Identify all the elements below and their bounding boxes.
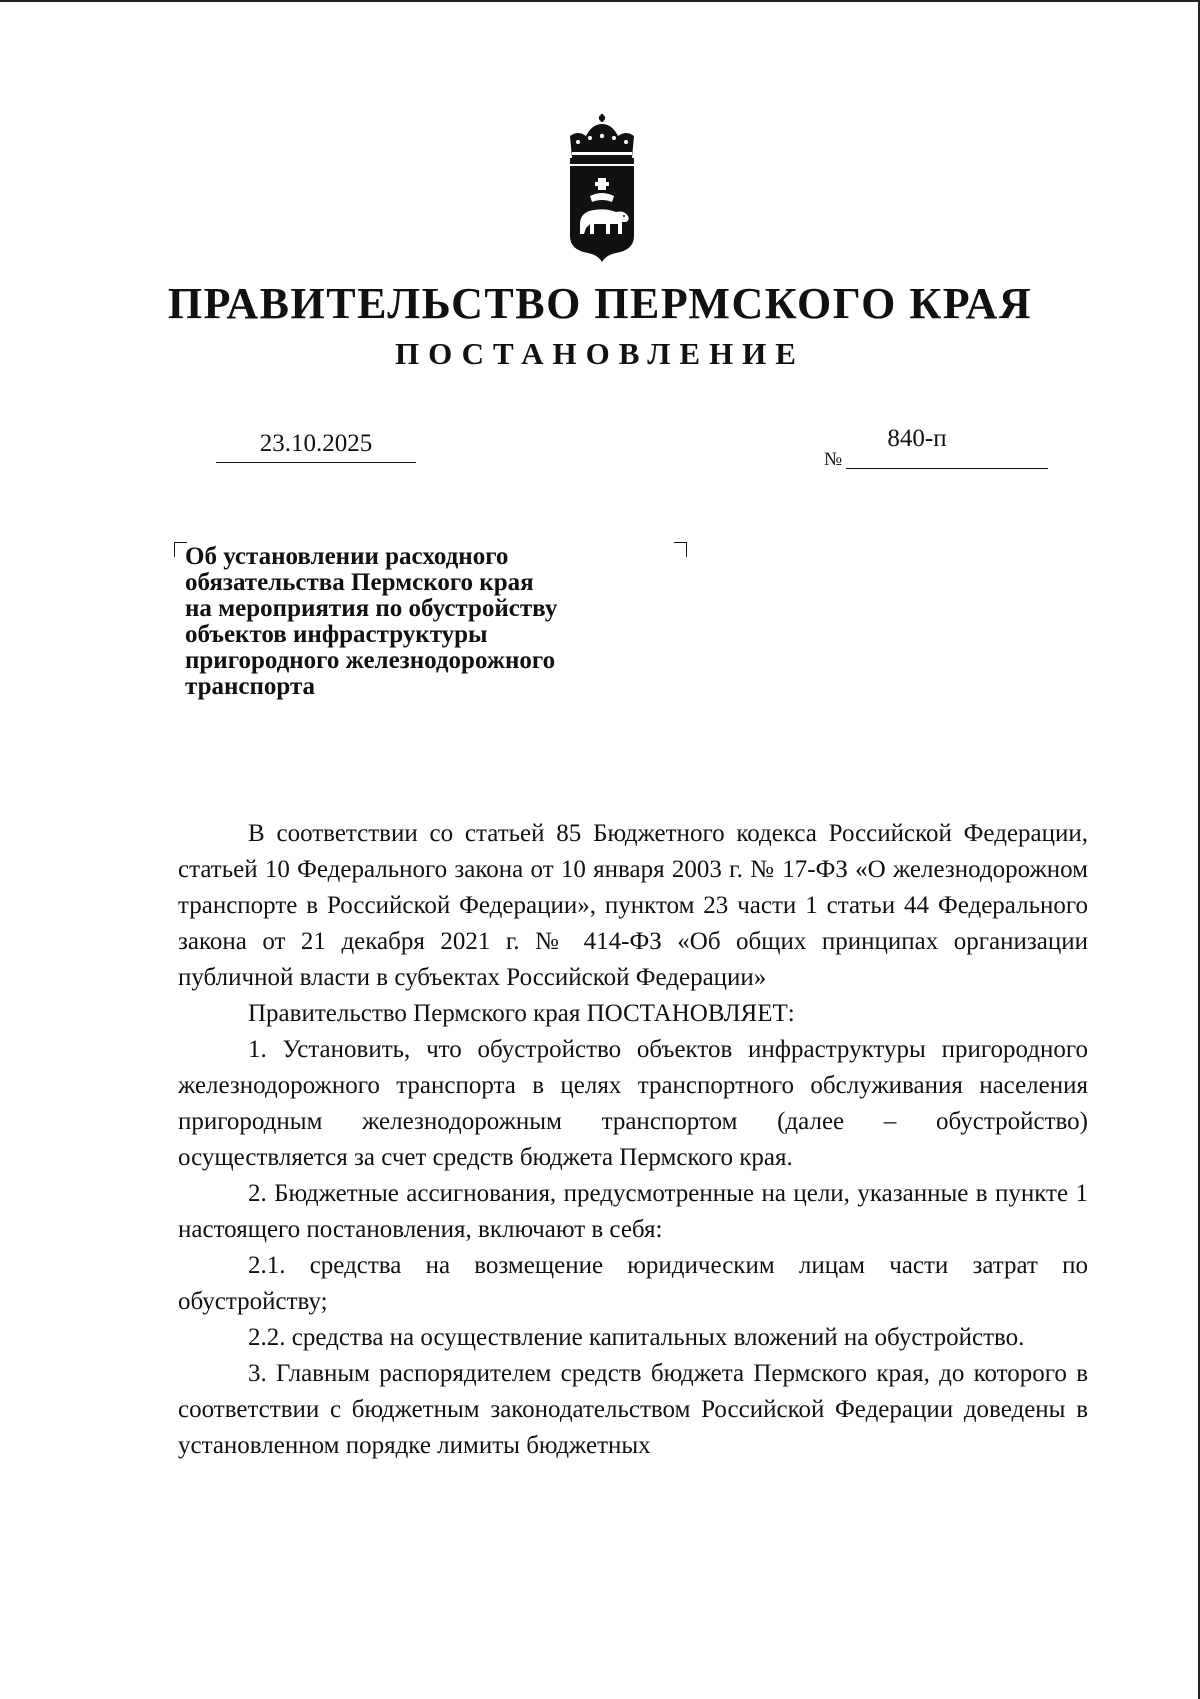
clause-2-1: 2.1. средства на возмещение юридическим лицам части затрат по обустройству; <box>178 1252 1088 1315</box>
document-number-field <box>824 425 1048 469</box>
number-sign: № <box>824 449 843 470</box>
clause-1: 1. Установить, что обустройство объектов инфраструктуры пригородного железнодорожного транспорта в целях транспортного обслуживания населения пригородным железнодорожным транспортом (далее – обустройство) осуществляется за счет средств бюджета Пермского края. <box>178 1036 1088 1171</box>
clause-2: 2. Бюджетные ассигнования, предусмотренные на цели, указанные в пункте 1 настоящего постановления, включают в себя: <box>178 1180 1088 1243</box>
document-number: 840-п <box>887 425 947 452</box>
resolution-statement: Правительство Пермского края ПОСТАНОВЛЯЕТ: <box>248 1000 795 1027</box>
perm-krai-coat-of-arms-icon <box>566 112 638 264</box>
subject-line: на мероприятия по обустройству <box>185 595 558 622</box>
document-body <box>178 816 1088 1464</box>
document-date: 23.10.2025 <box>216 430 416 463</box>
subject-line: Об установлении расходного <box>185 543 509 570</box>
subject-line: пригородного железнодорожного <box>185 647 556 674</box>
clause-2-2: 2.2. средства на осуществление капитальных вложений на обустройство. <box>248 1324 1025 1351</box>
number-underline <box>846 468 1048 469</box>
document-subject <box>185 544 675 700</box>
subject-line: транспорта <box>185 673 316 700</box>
subject-line: объектов инфраструктуры <box>185 621 488 648</box>
preamble-paragraph: В соответствии со статьей 85 Бюджетного кодекса Российской Федерации, статьей 10 Федерального закона от 10 января 2003 г. № 17-ФЗ «О железнодорожном транспорте в Российской Федерации», пунктом 23 части 1 статьи 44 Федерального закона от 21 декабря 2021 г. № 414-ФЗ «Об общих принципах организации публичной власти в субъектах Российской Федерации» <box>178 820 1088 991</box>
subject-line: обязательства Пермского края <box>185 569 534 596</box>
clause-3: 3. Главным распорядителем средств бюджета Пермского края, до которого в соответствии с бюджетным законодательством Российской Федерации доведены в установленном порядке лимиты бюджетных <box>178 1360 1088 1459</box>
document-type: ПОСТАНОВЛЕНИЕ <box>395 336 805 371</box>
page-edge-top <box>0 0 1200 2</box>
organization-title: ПРАВИТЕЛЬСТВО ПЕРМСКОГО КРАЯ <box>167 279 1033 328</box>
subject-corner-right <box>674 542 687 557</box>
